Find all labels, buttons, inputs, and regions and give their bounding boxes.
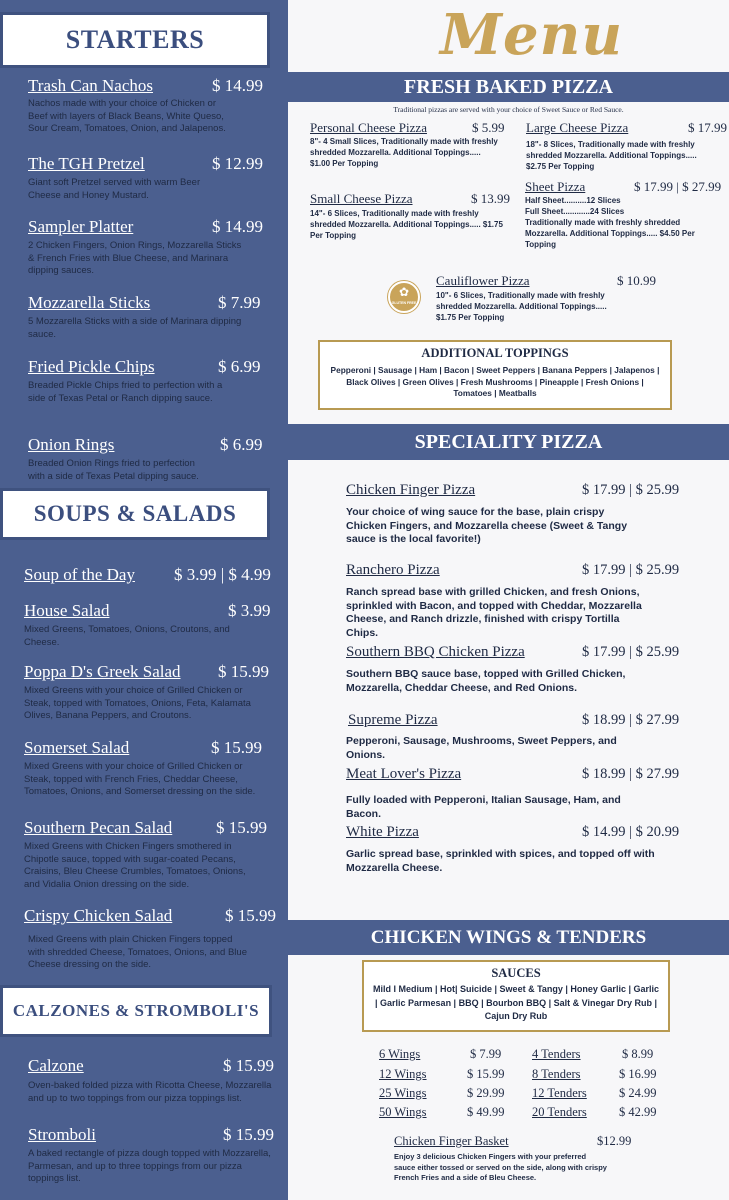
basket-price: $12.99 — [597, 1134, 632, 1148]
pizza-band — [288, 72, 729, 102]
pizza-desc: 8"- 4 Small Slices, Traditionally made with freshly shredded Mozzarella. Additional Toppings..... $1.00 Per Topping — [310, 137, 498, 168]
menu-item-desc: 5 Mozzarella Sticks with a side of Marinara dipping sauce. — [28, 316, 242, 340]
menu-item-desc: Giant soft Pretzel served with warm Beer Cheese and Honey Mustard. — [28, 177, 201, 201]
menu-item-desc: Oven-baked folded pizza with Ricotta Cheese, Mozzarella and up to two toppings from our pizza toppings list. — [28, 1080, 272, 1104]
menu-item-name: Somerset Salad — [24, 738, 130, 757]
tender-item-price: $ 16.99 — [619, 1067, 657, 1081]
toppings-box — [318, 340, 672, 410]
tender-item-price: $ 8.99 — [622, 1047, 654, 1061]
menu-item-desc: Mixed Greens with plain Chicken Fingers topped with shredded Cheese, Tomatoes, Onions, and Blue Cheese dressing on the side. — [28, 934, 247, 970]
menu-item-price: $ 3.99 | $ 4.99 — [174, 565, 271, 584]
pizza-name: Sheet Pizza — [525, 179, 586, 194]
menu-item-price: $ 15.99 — [223, 1125, 274, 1144]
tender-item-name: 12 Tenders — [532, 1086, 587, 1100]
starters-header — [0, 12, 270, 68]
menu-item-name: Soup of the Day — [24, 565, 135, 584]
menu-item-price: $ 15.99 — [218, 662, 269, 681]
speciality-price: $ 17.99 | $ 25.99 — [582, 562, 680, 578]
tender-item-name: 8 Tenders — [532, 1067, 581, 1081]
pizza-desc: Full Sheet............24 Slices — [525, 207, 625, 216]
starters-title: STARTERS — [65, 25, 205, 54]
pizza-desc: 14"- 6 Slices, Traditionally made with freshly shredded Mozzarella. Additional Toppings..... $1.75 Per Topping — [310, 209, 503, 240]
basket-name: Chicken Finger Basket — [394, 1134, 509, 1148]
tender-item-name: 4 Tenders — [532, 1047, 581, 1061]
wing-item-name: 6 Wings — [379, 1047, 421, 1061]
speciality-desc: Southern BBQ sauce base, topped with Grilled Chicken, Mozzarella, Cheddar Cheese, and Red Onions. — [346, 668, 626, 694]
wing-item-name: 12 Wings — [379, 1067, 427, 1081]
toppings-list: Pepperoni | Sausage | Ham | Bacon | Sweet Peppers | Banana Peppers | Jalapenos | Black Olives | Green Olives | Fresh Mushrooms | Pineapple | Fresh Onions | Tomatoes | Meatballs — [330, 365, 660, 398]
sauces-box — [362, 960, 670, 1032]
menu-item-name: Trash Can Nachos — [28, 76, 153, 95]
pizza-name: Cauliflower Pizza — [436, 273, 530, 288]
menu-item-desc: Mixed Greens, Tomatoes, Onions, Croutons, and Cheese. — [24, 624, 230, 648]
menu-item-name: Stromboli — [28, 1125, 97, 1144]
speciality-price: $ 17.99 | $ 25.99 — [582, 482, 680, 498]
speciality-name: Chicken Finger Pizza — [346, 482, 476, 498]
speciality-band — [288, 424, 729, 460]
soups-header — [0, 488, 270, 540]
menu-item-name: The TGH Pretzel — [28, 154, 145, 173]
menu-item-price: $ 3.99 — [228, 601, 271, 620]
menu-item-desc: A baked rectangle of pizza dough topped with Mozzarella, Parmesan, and up to three toppings from our pizza toppings list. — [28, 1148, 271, 1184]
menu-item-price: $ 15.99 — [225, 906, 276, 925]
menu-item-desc: 2 Chicken Fingers, Onion Rings, Mozzarella Sticks & French Fries with Blue Cheese, and Marinara dipping sauces. — [28, 240, 242, 276]
tender-item-price: $ 24.99 — [619, 1086, 657, 1100]
sauces-title: SAUCES — [491, 966, 541, 980]
speciality-price: $ 18.99 | $ 27.99 — [582, 712, 680, 728]
wings-band — [288, 920, 729, 955]
wing-item-price: $ 15.99 — [467, 1067, 505, 1081]
menu-item-name: Crispy Chicken Salad — [24, 906, 173, 925]
basket-desc: Enjoy 3 delicious Chicken Fingers with your preferred sauce either tossed or served on the side, along with crispy French Fries and a side of Bleu Cheese. — [394, 1152, 607, 1182]
menu-item-price: $ 15.99 — [216, 818, 267, 837]
pizza-price: $ 17.99 | $ 27.99 — [634, 179, 722, 194]
menu-item-desc: Mixed Greens with your choice of Grilled Chicken or Steak, topped with Tomatoes, Onions, Feta, Kalamata Olives, Banana Peppers, and Croutons. — [24, 685, 251, 721]
menu-item-desc: Mixed Greens with Chicken Fingers smothered in Chipotle sauce, topped with sugar-coated Pecans, Craisins, Bleu Cheese Crumbles, Tomatoes, Onions, and Vidalia Onion dressing on the side. — [24, 841, 246, 890]
menu-item-name: House Salad — [24, 601, 110, 620]
menu-item-name: Mozzarella Sticks — [28, 293, 151, 312]
pizza-desc: Traditionally made with freshly shredded Mozzarella. Additional Toppings..... $4.50 Per Topping — [525, 218, 695, 249]
gluten-free-icon — [388, 281, 420, 313]
gf-badge-label: GLUTEN FREE — [391, 301, 417, 305]
wing-item-price: $ 49.99 — [467, 1105, 505, 1119]
pizza-desc: Half Sheet..........12 Slices — [525, 196, 621, 205]
menu-item-desc: Mixed Greens with your choice of Grilled Chicken or Steak, topped with French Fries, Cheddar Cheese, Tomatoes, Onions, and Somerset dressing on the side. — [24, 761, 256, 797]
sauces-list: Mild I Medium | Hot| Suicide | Sweet & Tangy | Honey Garlic | Garlic | Garlic Parmesan | BBQ | Bourbon BBQ | Salt & Vinegar Dry Rub | Cajun Dry Rub — [373, 984, 659, 1021]
toppings-title: ADDITIONAL TOPPINGS — [421, 346, 569, 360]
pizza-desc: 10"- 6 Slices, Traditionally made with freshly shredded Mozzarella. Additional Toppings..... $1.75 Per Topping — [436, 291, 607, 322]
pizza-price: $ 13.99 — [471, 191, 510, 206]
menu-item-name: Calzone — [28, 1056, 84, 1075]
speciality-price: $ 14.99 | $ 20.99 — [582, 824, 680, 840]
menu-item-price: $ 12.99 — [212, 154, 263, 173]
menu-logo: Menu — [440, 2, 624, 68]
wing-item-price: $ 29.99 — [467, 1086, 505, 1100]
speciality-name: White Pizza — [346, 824, 419, 840]
menu-item-name: Poppa D's Greek Salad — [24, 662, 181, 681]
pizza-price: $ 5.99 — [472, 120, 505, 135]
pizza-name: Small Cheese Pizza — [310, 191, 413, 206]
speciality-desc: Pepperoni, Sausage, Mushrooms, Sweet Peppers, and Onions. — [346, 735, 617, 761]
pizza-note: Traditional pizzas are served with your choice of Sweet Sauce or Red Sauce. — [393, 105, 624, 114]
tender-item-name: 20 Tenders — [532, 1105, 587, 1119]
menu-item-price: $ 15.99 — [211, 738, 262, 757]
speciality-name: Meat Lover's Pizza — [346, 766, 462, 782]
speciality-desc: Ranch spread base with grilled Chicken, and fresh Onions, sprinkled with Bacon, and topped with Cheddar, Mozzarella Cheese, and Ranch drizzle, finished with crispy Tortilla Chips. — [346, 586, 642, 639]
wheat-icon: ✿ — [398, 285, 410, 299]
pizza-price: $ 17.99 — [688, 120, 727, 135]
speciality-desc: Garlic spread base, sprinkled with spices, and topped off with Mozzarella Cheese. — [346, 848, 655, 874]
speciality-price: $ 17.99 | $ 25.99 — [582, 644, 680, 660]
speciality-desc: Fully loaded with Pepperoni, Italian Sausage, Ham, and Bacon. — [346, 794, 621, 820]
menu-item-price: $ 14.99 — [212, 76, 263, 95]
menu-item-name: Onion Rings — [28, 435, 115, 454]
pizza-name: Personal Cheese Pizza — [310, 120, 427, 135]
pizza-title: FRESH BAKED PIZZA — [404, 76, 613, 98]
speciality-name: Supreme Pizza — [348, 712, 438, 728]
soups-title: SOUPS & SALADS — [33, 501, 237, 526]
menu-item-price: $ 15.99 — [223, 1056, 274, 1075]
menu-item-price: $ 7.99 — [218, 293, 261, 312]
speciality-name: Ranchero Pizza — [346, 562, 440, 578]
menu-item-name: Fried Pickle Chips — [28, 357, 155, 376]
pizza-desc: 18"- 8 Slices, Traditionally made with freshly shredded Mozzarella. Additional Toppings..... $2.75 Per Topping — [526, 140, 697, 171]
speciality-desc: Your choice of wing sauce for the base, plain crispy Chicken Fingers, and Mozzarella cheese (Sweet & Tangy sauce is the local favorite!) — [346, 506, 628, 545]
pizza-price: $ 10.99 — [617, 273, 656, 288]
menu-item-price: $ 14.99 — [212, 217, 263, 236]
pizza-name: Large Cheese Pizza — [526, 120, 629, 135]
wing-item-price: $ 7.99 — [470, 1047, 502, 1061]
wings-title: CHICKEN WINGS & TENDERS — [370, 927, 647, 948]
menu-item-name: Southern Pecan Salad — [24, 818, 173, 837]
menu-item-name: Sampler Platter — [28, 217, 134, 236]
menu-item-desc: Breaded Pickle Chips fried to perfection with a side of Texas Petal or Ranch dipping sauce. — [28, 380, 223, 404]
menu-item-desc: Breaded Onion Rings fried to perfection with a side of Texas Petal dipping sauce. — [28, 458, 199, 482]
menu-item-desc: Nachos made with your choice of Chicken or Beef with layers of Black Beans, White Queso, Sour Cream, Tomatoes, Onion, and Jalapenos. — [28, 98, 226, 134]
calzones-title: CALZONES & STROMBOLI'S — [12, 1001, 260, 1020]
menu-item-price: $ 6.99 — [220, 435, 263, 454]
speciality-name: Southern BBQ Chicken Pizza — [346, 644, 525, 660]
speciality-price: $ 18.99 | $ 27.99 — [582, 766, 680, 782]
menu-item-price: $ 6.99 — [218, 357, 261, 376]
wing-item-name: 25 Wings — [379, 1086, 427, 1100]
tender-item-price: $ 42.99 — [619, 1105, 657, 1119]
calzones-header — [0, 985, 272, 1037]
wing-item-name: 50 Wings — [379, 1105, 427, 1119]
speciality-title: SPECIALITY PIZZA — [414, 431, 603, 453]
